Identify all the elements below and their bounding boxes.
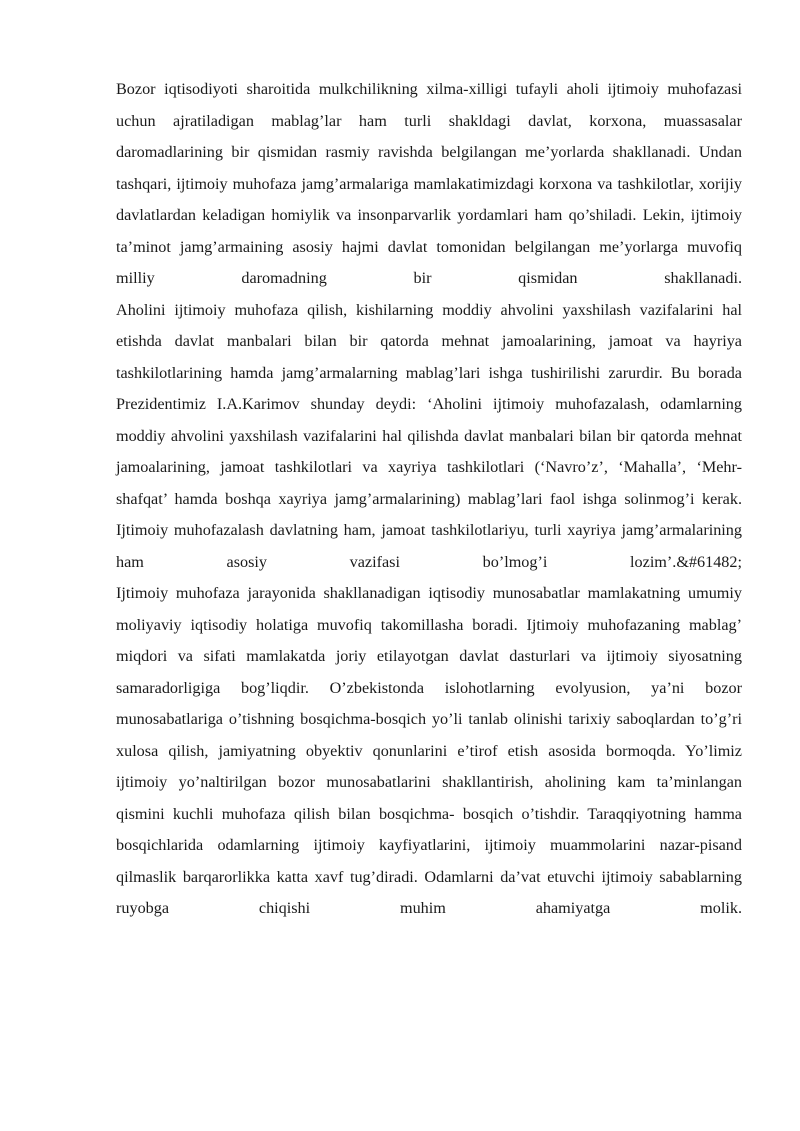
paragraph-quote-end: Ijtimoiy muhofazalash davlatning ham, jamoat tashkilotlariyu, turli xayriya jamg’armalarining ham asosiy vazifasi bo’lmog’i lozim’.&#61482; xyxy=(116,521,742,571)
paragraph-economic-relations: Ijtimoiy muhofaza jarayonida shakllanadigan iqtisodiy munosabatlar mamlakatning umumiy moliyaviy iqtisodiy holatiga muvofiq takomillasha boradi. Ijtimoiy muhofazaning mablag’ miqdori va sifati mamlakatda joriy etilayotgan davlat dasturlari va ijtimoiy siyosatning samaradorligiga bog’liqdir. O’zbekistonda islohotlarning evolyusion, ya’ni bozor munosabatlariga o’tishning bosqichma-bosqich yo’li tanlab olinishi tarixiy saboqlardan to’g’ri xulosa qilish, jamiyatning obyektiv qonunlarini e’tirof etish asosida bormoqda. Yo’limiz ijtimoiy yo’naltirilgan bozor munosabatlarini shakllantirish, aholining kam ta’minlangan qismini kuchli muhofaza qilish bilan bosqichma- bosqich o’tishdir. Taraqqiyotning hamma bosqichlarida odamlarning ijtimoiy kayfiyatlarini, ijtimoiy muammolarini nazar-pisand qilmaslik barqarorlikka katta xavf tug’diradi. Odamlarni da’vat etuvchi ijtimoiy sabablarning ruyobga chiqishi muhim ahamiyatga molik. xyxy=(116,584,742,917)
paragraph-funding-sources: Bozor iqtisodiyoti sharoitida mulkchilikning xilma-xilligi tufayli aholi ijtimoiy muhofazasi uchun ajratiladigan mablag’lar ham turli shakldagi davlat, korxona, muassasalar daromadlarining bir qismidan rasmiy ravishda belgilangan me’yorlarda shakllanadi. Undan tashqari, ijtimoiy muhofaza jamg’armalariga mamlakatimizdagi korxona va tashkilotlar, xorijiy davlatlardan keladigan homiylik va insonparvarlik yordamlari ham qo’shiladi. Lekin, ijtimoiy ta’minot jamg’armaining asosiy hajmi davlat tomonidan belgilangan me’yorlarga muvofiq milliy daromadning bir qismidan shakllanadi. xyxy=(116,80,742,287)
document-page xyxy=(116,74,742,925)
paragraph-social-protection-quote: Aholini ijtimoiy muhofaza qilish, kishilarning moddiy ahvolini yaxshilash vazifalarini hal etishda davlat manbalari bilan bir qatorda mehnat jamoalarining, jamoat va hayriya tashkilotlarining hamda jamg’armalarning mablag’lari ishga tushirilishi zarurdir. Bu borada Prezidentimiz I.A.Karimov shunday deydi: ‘Aholini ijtimoiy muhofazalash, odamlarning moddiy ahvolini yaxshilash vazifalarini hal qilishda davlat manbalari bilan bir qatorda mehnat jamoalarining, jamoat tashkilotlari va xayriya tashkilotlari (‘Navro’z’, ‘Mahalla’, ‘Mehr-shafqat’ hamda boshqa xayriya jamg’armalarining) mablag’lari faol ishga solinmog’i kerak. xyxy=(116,300,742,508)
